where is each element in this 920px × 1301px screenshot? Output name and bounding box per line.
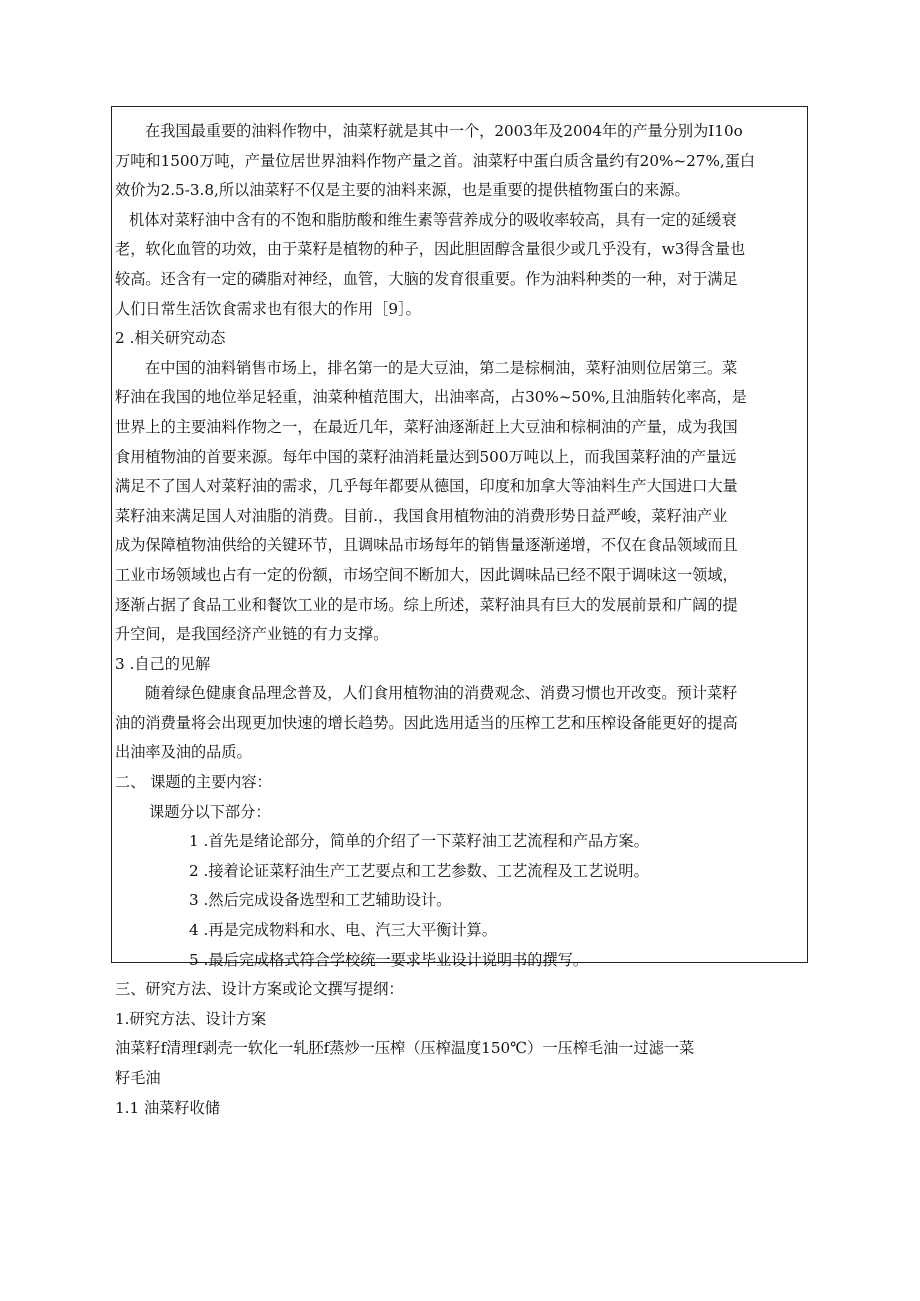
text-line: 籽油在我国的地位举足轻重，油菜种植范围大，出油率高，占30%~50%,且油脂转化率高，是 bbox=[115, 388, 747, 407]
text-line: 菜籽油来满足国人对油脂的消费。目前.，我国食用植物油的消费形势日益严峻，菜籽油产业 bbox=[115, 506, 728, 525]
text-line: 较高。还含有一定的磷脂对神经，血管，大脑的发育很重要。作为油料种类的一种，对于满足 bbox=[115, 269, 738, 288]
text-line: 升空间，是我国经济产业链的有力支撑。 bbox=[115, 625, 389, 644]
text-line: 1 .首先是绪论部分，简单的介绍了一下菜籽油工艺流程和产品方案。 bbox=[189, 832, 649, 851]
text-line: 2 .接着论证菜籽油生产工艺要点和工艺参数、工艺流程及工艺说明。 bbox=[189, 861, 649, 880]
text-line: 逐渐占据了食品工业和餐饮工业的是市场。综上所述，菜籽油具有巨大的发展前景和广阔的提 bbox=[115, 595, 738, 614]
text-line: 课题分以下部分： bbox=[149, 802, 271, 821]
text-line: 机体对菜籽油中含有的不饱和脂肪酸和维生素等营养成分的吸收率较高，具有一定的延缓衰 bbox=[129, 210, 737, 229]
text-line: 油菜籽f清理f剥壳一软化一轧胚f蒸炒一压榨（压榨温度150℃）一压榨毛油一过滤一菜 bbox=[115, 1039, 695, 1058]
text-line: 在我国最重要的油料作物中，油菜籽就是其中一个，2003年及2004年的产量分别为I10o bbox=[145, 122, 743, 140]
text-line: 满足不了国人对菜籽油的需求，几乎每年都要从德国，印度和加拿大等油料生产大国进口大量 bbox=[115, 477, 738, 496]
text-line: 随着绿色健康食品理念普及，人们食用植物油的消费观念、消费习惯也开改变。预计菜籽 bbox=[145, 684, 738, 703]
text-line: 工业市场领域也占有一定的份额，市场空间不断加大，因此调味品已经不限于调味这一领域， bbox=[115, 565, 738, 584]
text-line: 食用植物油的首要来源。每年中国的菜籽油消耗量达到500万吨以上，而我国菜籽油的产量远 bbox=[115, 447, 737, 466]
text-line: 三、研究方法、设计方案或论文撰写提纲： bbox=[115, 980, 404, 999]
text-line: 4 .再是完成物料和水、电、汽三大平衡计算。 bbox=[189, 921, 497, 940]
text-line: 世界上的主要油料作物之一，在最近几年，菜籽油逐渐赶上大豆油和棕桐油的产量，成为我国 bbox=[115, 417, 738, 436]
text-line: 在中国的油料销售市场上，排名第一的是大豆油，第二是棕桐油，菜籽油则位居第三。菜 bbox=[145, 358, 738, 377]
document-body bbox=[115, 117, 803, 1123]
text-line: 1.1 油菜籽收储 bbox=[115, 1098, 220, 1117]
text-line: 1.研究方法、设计方案 bbox=[115, 1009, 267, 1028]
text-line: 人们日常生活饮食需求也有很大的作用［9］。 bbox=[115, 299, 421, 318]
text-line: 效价为2.5-3.8,所以油菜籽不仅是主要的油料来源，也是重要的提供植物蛋白的来源。 bbox=[115, 181, 690, 200]
text-line: 成为保障植物油供给的关键环节，且调味品市场每年的销售量逐渐递增，不仅在食品领域而且 bbox=[115, 536, 738, 555]
text-line: 万吨和1500万吨，产量位居世界油料作物产量之首。油菜籽中蛋白质含量约有20%~27%,蛋白 bbox=[115, 151, 756, 170]
text-line: 老，软化血管的功效，由于菜籽是植物的种子，因此胆固醇含量很少或几乎没有，w3得含量也 bbox=[115, 240, 746, 259]
text-line: 油的消费量将会出现更加快速的增长趋势。因此选用适当的压榨工艺和压榨设备能更好的提高 bbox=[115, 713, 738, 732]
text-line: 二、 课题的主要内容： bbox=[115, 773, 272, 792]
text-line: 籽毛油 bbox=[115, 1069, 161, 1087]
text-line: 出油率及油的品质。 bbox=[115, 743, 252, 762]
text-line: 5 .最后完成格式符合学校统一要求毕业设计说明书的撰写。 bbox=[189, 950, 589, 969]
text-line: 2 .相关研究动态 bbox=[115, 329, 226, 348]
text-line: 3 .自己的见解 bbox=[115, 654, 211, 673]
text-line: 3 .然后完成设备选型和工艺辅助设计。 bbox=[189, 891, 452, 910]
document-table-frame bbox=[111, 106, 808, 1117]
